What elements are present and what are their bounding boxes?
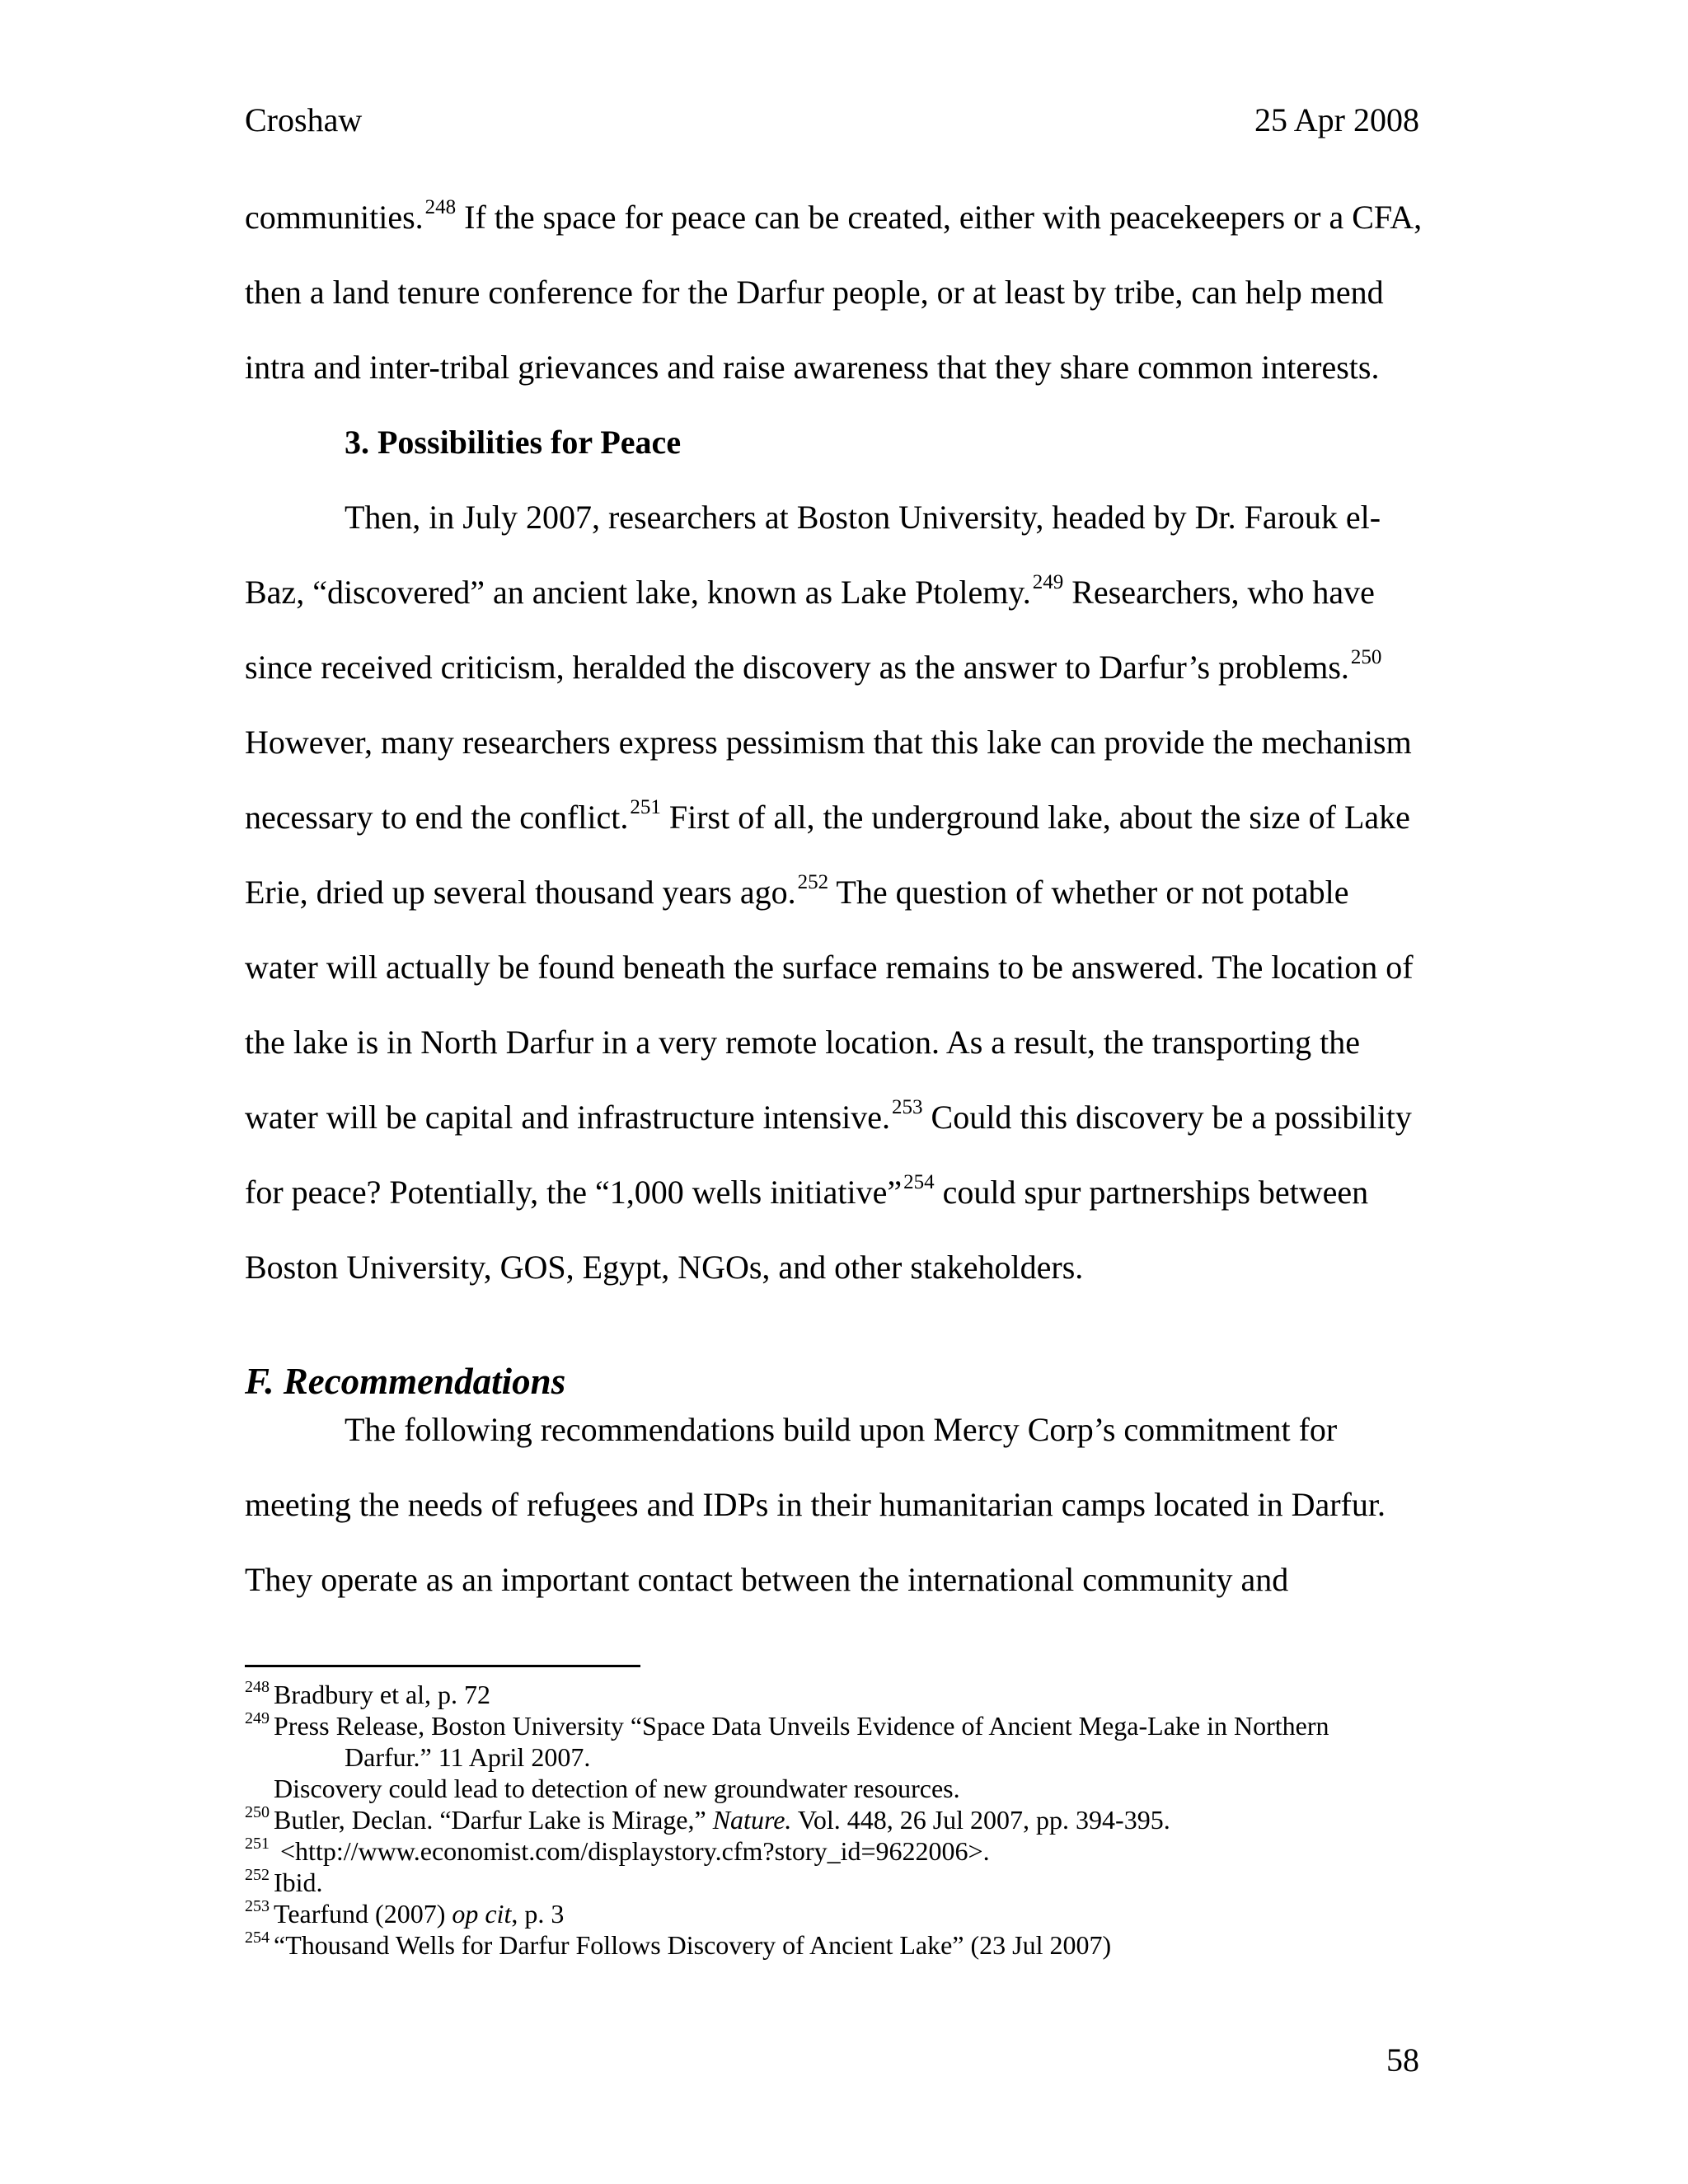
body-line: intra and inter-tribal grievances and raise awareness that they share common interests. bbox=[245, 349, 1380, 386]
footnote-separator bbox=[245, 1665, 640, 1667]
footnote-ref[interactable]: 249 bbox=[1032, 571, 1064, 593]
footnote-249-continued: Darfur.” 11 April 2007. bbox=[345, 1742, 591, 1772]
body-line: Erie, dried up several thousand years ago.$^{252}$ The question of whether or not potable bbox=[245, 871, 1349, 911]
footnote-252: $^{252}$ Ibid. bbox=[245, 1866, 323, 1897]
page-number: 58 bbox=[1386, 2041, 1419, 2079]
footnote-ref[interactable]: 250 bbox=[1350, 646, 1382, 668]
footnote-254: $^{254}$ “Thousand Wells for Darfur Follows Discovery of Ancient Lake” (23 Jul 2007) bbox=[245, 1929, 1112, 1960]
body-line: then a land tenure conference for the Darfur people, or at least by tribe, can help mend bbox=[245, 274, 1384, 311]
body-line: communities.$^{248}$ If the space for peace can be created, either with peacekeepers or a CFA, bbox=[245, 196, 1423, 236]
subsection-heading: 3. Possibilities for Peace bbox=[345, 424, 682, 461]
section-heading: F. Recommendations bbox=[245, 1361, 566, 1402]
footnote-249: $^{249}$ Press Release, Boston University “Space Data Unveils Evidence of Ancient Mega-Lake in Northern bbox=[245, 1709, 1329, 1741]
body-line: the lake is in North Darfur in a very remote location. As a result, the transporting the bbox=[245, 1024, 1360, 1061]
body-line: The following recommendations build upon Mercy Corp’s commitment for bbox=[345, 1411, 1338, 1448]
footnote-251: $^{251}$ <http://www.economist.com/displaystory.cfm?story_id=9622006>. bbox=[245, 1835, 990, 1866]
body-line: since received criticism, heralded the discovery as the answer to Darfur’s problems.$^{250}$ bbox=[245, 646, 1382, 686]
body-line: necessary to end the conflict.$^{251}$ First of all, the underground lake, about the size of Lake bbox=[245, 796, 1410, 836]
body-line: They operate as an important contact between the international community and bbox=[245, 1561, 1289, 1598]
footnote-ref[interactable]: 251 bbox=[630, 796, 661, 818]
body-line: However, many researchers express pessimism that this lake can provide the mechanism bbox=[245, 724, 1412, 761]
footnote-note: Discovery could lead to detection of new groundwater resources. bbox=[274, 1774, 960, 1803]
footnote-248: $^{248}$ Bradbury et al, p. 72 bbox=[245, 1678, 491, 1709]
footnote-ref[interactable]: 252 bbox=[797, 871, 829, 893]
footnote-ref[interactable]: 248 bbox=[424, 196, 457, 218]
body-line: for peace? Potentially, the “1,000 wells initiative”$^{254}$ could spur partnerships between bbox=[245, 1171, 1369, 1211]
footnote-ref[interactable]: 253 bbox=[892, 1096, 923, 1118]
header-author: Croshaw bbox=[245, 101, 363, 138]
body-line: water will actually be found beneath the surface remains to be answered. The location of bbox=[245, 949, 1414, 986]
footnote-250: $^{250}$ Butler, Declan. “Darfur Lake is Mirage,” Nature. Vol. 448, 26 Jul 2007, pp. 394-395. bbox=[245, 1803, 1170, 1835]
body-line: Boston University, GOS, Egypt, NGOs, and other stakeholders. bbox=[245, 1249, 1084, 1286]
footnote-253: $^{253}$ Tearfund (2007) op cit, p. 3 bbox=[245, 1897, 565, 1929]
footnote-ref[interactable]: 254 bbox=[903, 1171, 935, 1193]
body-line: water will be capital and infrastructure intensive.$^{253}$ Could this discovery be a possibility bbox=[245, 1096, 1412, 1136]
header-date: 25 Apr 2008 bbox=[1254, 101, 1419, 138]
footnote-link[interactable]: <http://www.economist.com/displaystory.cfm?story_id=9622006>. bbox=[274, 1836, 990, 1866]
body-line: Then, in July 2007, researchers at Boston University, headed by Dr. Farouk el- bbox=[345, 499, 1381, 536]
body-line: Baz, “discovered” an ancient lake, known as Lake Ptolemy.$^{249}$ Researchers, who have bbox=[245, 571, 1375, 611]
body-line: meeting the needs of refugees and IDPs in their humanitarian camps located in Darfur. bbox=[245, 1486, 1386, 1523]
